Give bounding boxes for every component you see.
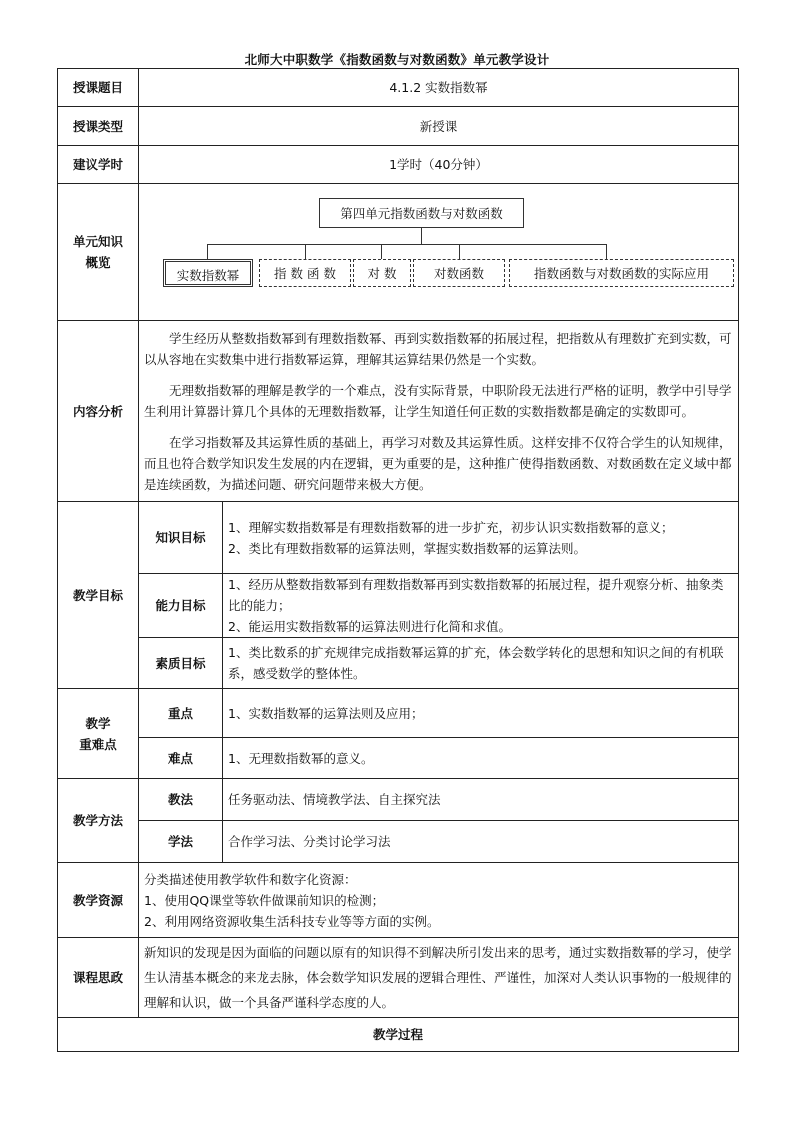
diagram-root-node: 第四单元指数函数与对数函数 [319, 198, 524, 228]
goal-line: 1、理解实数指数幂是有理数指数幂的进一步扩充，初步认识实数指数幂的意义； [228, 519, 674, 535]
row-keypoint [58, 689, 739, 738]
resource-line: 2、利用网络资源收集生活科技专业等等方面的实例。 [144, 913, 440, 929]
keypoint-content: 1、无理数指数幂的意义。 [223, 738, 739, 779]
row-topic [58, 69, 739, 107]
methods-label: 教学方法 [58, 779, 139, 863]
row-type [58, 107, 739, 146]
diagram-node-real-exponent: 实数指数幂 [163, 259, 253, 287]
diagram-connector [207, 244, 606, 245]
goal-content [223, 574, 739, 638]
analysis-paragraph: 无理数指数幂的理解是教学的一个难点，没有实际背景，中职阶段无法进行严格的证明，教学中引导学生利用计算器计算几个具体的无理数指数幂，让学生知道任何正数的实数指数都是确定的实数即可。 [144, 382, 732, 419]
row-difficulty [58, 738, 739, 779]
topic-label: 授课题目 [58, 69, 139, 107]
goal-line: 2、能运用实数指数幂的运算法则进行化简和求值。 [228, 619, 511, 634]
row-teaching-method [58, 779, 739, 821]
overview-label-line1: 单元知识 [72, 234, 123, 249]
diagram-connector [305, 244, 306, 259]
row-goal-knowledge [58, 502, 739, 574]
keypoint-sub-label: 重点 [139, 689, 223, 738]
method-content: 合作学习法、分类讨论学习法 [223, 821, 739, 863]
diagram-connector [459, 244, 460, 259]
overview-diagram-cell [139, 184, 739, 321]
diagram-connector [381, 244, 382, 259]
goal-line: 2、类比有理数指数幂的运算法则，掌握实数指数幂的运算法则。 [228, 540, 586, 556]
goal-sub-label: 知识目标 [139, 502, 223, 574]
goal-line: 1、类比数系的扩充规律完成指数幂运算的扩充，体会数学转化的思想和知识之间的有机联系，感受数学的整体性。 [228, 645, 724, 681]
keypoint-sub-label: 难点 [139, 738, 223, 779]
method-sub-label: 教法 [139, 779, 223, 821]
analysis-paragraph: 学生经历从整数指数幂到有理数指数幂、再到实数指数幂的拓展过程，把指数从有理数扩充到实数，可以从容地在实数集中进行指数幂运算，理解其运算结果仍然是一个实数。 [144, 330, 732, 367]
goal-sub-label: 能力目标 [139, 574, 223, 638]
ideology-label: 课程思政 [58, 938, 139, 1018]
diagram-connector [606, 244, 607, 259]
ideology-content: 新知识的发现是因为面临的问题以原有的知识得不到解决所引发出来的思考，通过实数指数幂的学习，使学生认清基本概念的来龙去脉，体会数学知识发展的逻辑合理性、严谨性，加深对人类认识事物的一般规律的理解和认识，做一个具备严谨科学态度的人。 [139, 938, 739, 1018]
type-value: 新授课 [139, 107, 739, 146]
resources-content [139, 863, 739, 938]
diagram-node-logarithm: 对 数 [353, 259, 411, 287]
row-overview [58, 184, 739, 321]
method-sub-label: 学法 [139, 821, 223, 863]
diagram-node-exponential-function: 指 数 函 数 [259, 259, 351, 287]
goal-sub-label: 素质目标 [139, 638, 223, 689]
resources-label: 教学资源 [58, 863, 139, 938]
row-process [58, 1018, 739, 1052]
diagram-node-logarithmic-function: 对数函数 [413, 259, 505, 287]
diagram-node-applications: 指数函数与对数函数的实际应用 [509, 259, 734, 287]
diagram-connector [207, 244, 208, 259]
diagram-connector [421, 228, 422, 244]
row-hours [58, 146, 739, 184]
row-goal-quality [58, 638, 739, 689]
topic-value: 4.1.2 实数指数幂 [139, 69, 739, 107]
keypoints-label [58, 689, 139, 779]
method-content: 任务驱动法、情境教学法、自主探究法 [223, 779, 739, 821]
resource-line: 分类描述使用教学软件和数字化资源： [144, 871, 357, 887]
overview-label-line2: 概览 [85, 255, 111, 270]
analysis-paragraph: 在学习指数幂及其运算性质的基础上，再学习对数及其运算性质。这样安排不仅符合学生的认知规律，而且也符合数学知识发生发展的内在逻辑，更为重要的是，这种推广使得指数函数、对数函数在定义域中都是连续函数，为描述问题、研究问题带来极大方便。 [144, 434, 732, 492]
row-learning-method [58, 821, 739, 863]
type-label: 授课类型 [58, 107, 139, 146]
row-ideology [58, 938, 739, 1018]
goals-label: 教学目标 [58, 502, 139, 689]
keypoints-label-line1: 教学 [85, 715, 111, 731]
hours-label: 建议学时 [58, 146, 139, 184]
analysis-label: 内容分析 [58, 321, 139, 502]
resource-line: 1、使用QQ课堂等软件做课前知识的检测； [144, 892, 385, 908]
keypoint-content: 1、实数指数幂的运算法则及应用； [223, 689, 739, 738]
overview-label [58, 184, 139, 321]
row-goal-ability [58, 574, 739, 638]
document-title: 北师大中职数学《指数函数与对数函数》单元教学设计 [244, 52, 550, 67]
goal-line: 1、经历从整数指数幂到有理数指数幂再到实数指数幂的拓展过程，提升观察分析、抽象类比的能力； [228, 577, 724, 613]
keypoints-label-line2: 重难点 [79, 736, 117, 752]
analysis-content [139, 321, 739, 502]
hours-value: 1学时（40分钟） [139, 146, 739, 184]
goal-content [223, 638, 739, 689]
goal-content [223, 502, 739, 574]
row-resources [58, 863, 739, 938]
row-analysis [58, 321, 739, 502]
unit-knowledge-diagram [139, 189, 738, 315]
process-heading: 教学过程 [58, 1018, 739, 1052]
lesson-plan-table [57, 68, 739, 1052]
